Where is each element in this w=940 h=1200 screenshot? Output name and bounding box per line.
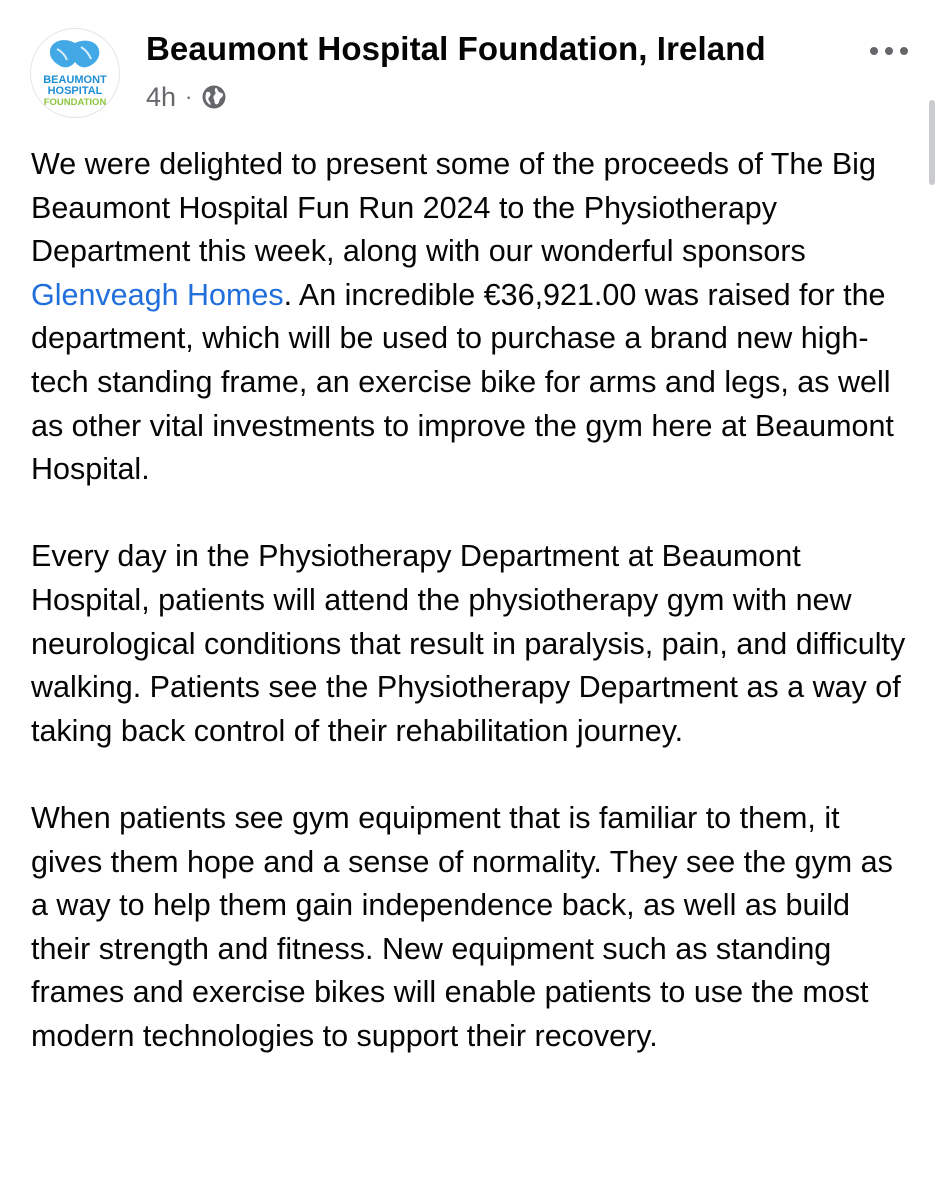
page-avatar[interactable] <box>30 28 120 118</box>
logo-text-foundation: FOUNDATION <box>43 97 107 108</box>
more-horizontal-icon <box>869 46 909 56</box>
foundation-logo <box>31 29 119 117</box>
sponsor-mention-link[interactable]: Glenveagh Homes <box>31 277 284 312</box>
paragraph-1-text-start: We were delighted to present some of the proceeds of The Big Beaumont Hospital Fun Run 2024 to the Physiotherapy Department this week, along with our wonderful sponsors <box>31 147 876 269</box>
meta-separator: · <box>185 84 193 109</box>
more-options-button[interactable] <box>866 36 912 66</box>
post-paragraph-1 <box>31 143 911 492</box>
post-body <box>31 143 911 1058</box>
post-paragraph-2: Every day in the Physiotherapy Department at Beaumont Hospital, patients will attend the physiotherapy gym with new neurological conditions that result in paralysis, pain, and difficulty walking. Patients see the Physiotherapy Department as a way of taking back control of their rehabilitation journey. <box>31 539 906 748</box>
post-paragraph-3: When patients see gym equipment that is familiar to them, it gives them hope and a sense of normality. They see the gym as a way to help them gain independence back, as well as build their strength and fitness. New equipment such as standing frames and exercise bikes will enable patients to use the most modern technologies to support their recovery. <box>31 800 893 1053</box>
post-timestamp[interactable]: 4h <box>146 81 177 112</box>
post-meta <box>146 80 227 114</box>
scrollbar-thumb[interactable] <box>929 100 935 185</box>
logo-text-hospital: HOSPITAL <box>47 85 103 97</box>
logo-text-beaumont: BEAUMONT <box>43 74 107 86</box>
page-name[interactable]: Beaumont Hospital Foundation, Ireland <box>146 30 766 67</box>
globe-icon[interactable] <box>201 84 227 110</box>
paragraph-1-text-end: . An incredible €36,921.00 was raised for the department, which will be used to purchase a brand new high-tech standing frame, an exercise bike for arms and legs, as well as other vital investments to improve the gym here at Beaumont Hospital. <box>31 277 894 487</box>
